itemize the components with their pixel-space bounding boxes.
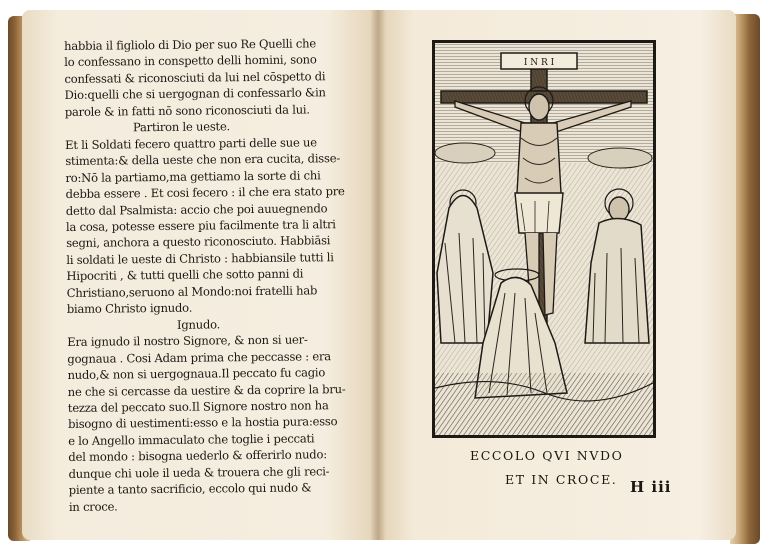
text-line: bisogno di uestimenti:esso e la hostia pura:esso: [67, 414, 338, 432]
section-heading: Partiron le ueste.: [132, 119, 231, 135]
text-line: piente a tanto sacrificio, eccolo qui nudo &: [68, 480, 312, 498]
text-line: debba essere . Et cosi fecero : il che era stato pre: [65, 184, 345, 202]
text-line: e lo Angello immaculato che toglie i peccati: [68, 431, 315, 448]
text-line: Dio:quelli che si uergognan di confessarlo &in: [64, 85, 326, 103]
text-line: li soldati le ueste di Christo : habbiansile tutti li: [66, 250, 334, 267]
text-line: parole & in fatti nō sono riconosciuti da lui.: [64, 102, 310, 119]
text-line: detto dal Psalmista: accio che poi auuegnendo: [65, 200, 328, 218]
text-line: Era ignudo il nostro Signore, & non si uer-: [67, 332, 308, 350]
text-line: la cosa, potesse essere piu facilmente tra li altri: [65, 217, 336, 234]
text-line: segni, anchora a questo riconosciuto. Habbiāsi: [66, 233, 331, 251]
text-line: confessati & riconosciuti da lui nel cōspetto di: [64, 69, 326, 86]
crucifixion-woodcut: [432, 40, 656, 438]
text-line: ro:Nō la partiamo,ma gettiamo la sorte di chi: [65, 167, 321, 185]
text-line: in croce.: [68, 499, 118, 514]
text-line: tezza del peccato suo.Il Signore nostro non ha: [67, 398, 329, 415]
text-line: biamo Christo ignudo.: [66, 300, 193, 317]
woodcut-titulus: I N R I: [523, 58, 555, 68]
text-line: stimenta:& della ueste che non era cucita, disse-: [65, 151, 341, 169]
text-line: Christiano,seruono al Mondo:noi fratelli hab: [66, 283, 318, 300]
text-line: ne che si cercasse da uestire & da coprire la bru-: [67, 381, 346, 399]
text-line: del mondo : bisogna uederlo & offerirlo nudo:: [68, 447, 327, 465]
book-gutter: [370, 10, 386, 540]
text-line: gognaua . Cosi Adam prima che peccasse : era: [67, 348, 331, 366]
text-line: dunque chi uole il ueda & trouera che gli reci-: [68, 464, 330, 481]
left-page-text: [64, 35, 369, 515]
section-heading: Ignudo.: [176, 317, 221, 332]
caption-line-1: ECCOLO QVI NVDO: [470, 448, 624, 463]
text-line: habbia il figliolo di Dio per suo Re Quelli che: [64, 36, 317, 53]
text-line: Hipocriti , & tutti quelli che sotto panni di: [66, 266, 304, 284]
signature-mark: H iii: [630, 478, 672, 496]
caption-line-2: ET IN CROCE.: [505, 472, 618, 487]
text-line: Et li Soldati fecero quattro parti delle sue ue: [65, 135, 317, 152]
text-line: lo confessano in conspetto delli homini, sono: [64, 52, 317, 70]
text-line: nudo,& non si uergognaua.Il peccato fu cagio: [67, 365, 326, 383]
